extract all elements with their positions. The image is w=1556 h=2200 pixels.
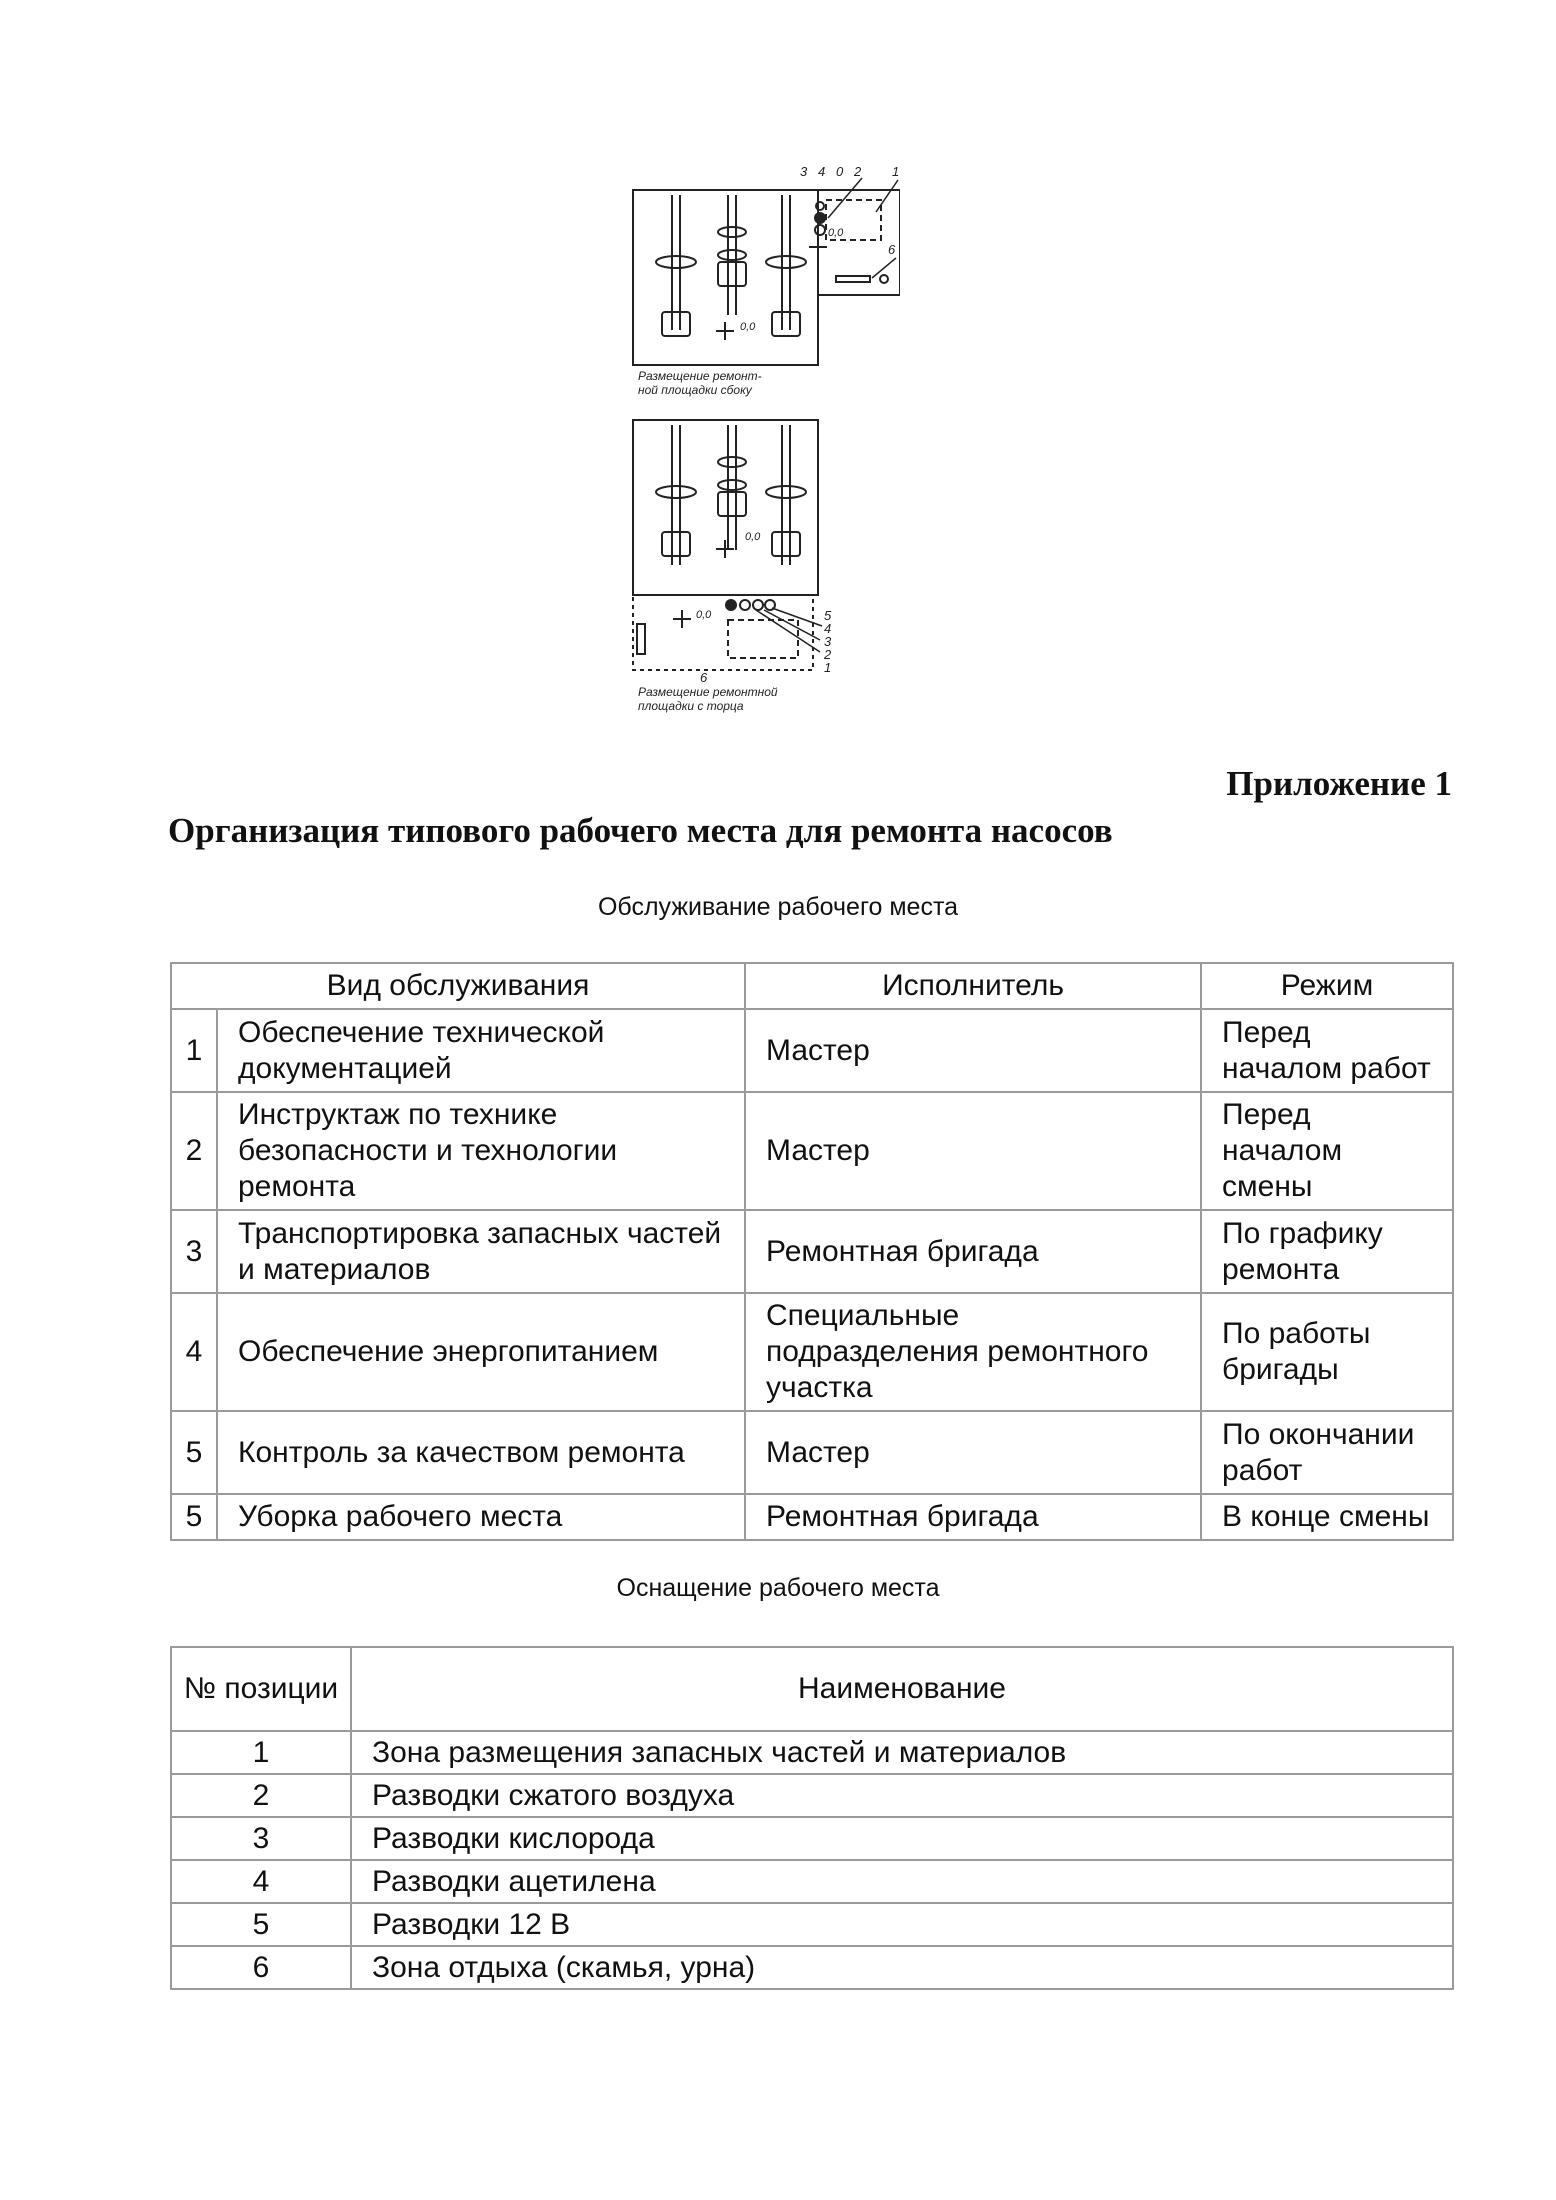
bottom-callout-6: 6 <box>700 670 708 685</box>
header-executor: Исполнитель <box>745 963 1201 1009</box>
mode-cell: По графику ремонта <box>1201 1210 1453 1293</box>
item-name: Зона отдыха (скамья, урна) <box>351 1946 1453 1989</box>
service-kind-cell: Уборка рабочего места <box>217 1494 745 1540</box>
row-number: 5 <box>171 1494 217 1540</box>
table-row <box>171 1731 1453 1774</box>
item-name: Зона размещения запасных частей и материалов <box>351 1731 1453 1774</box>
bottom-caption <box>638 685 781 713</box>
mode-cell: Перед началом работ <box>1201 1009 1453 1092</box>
top-dimension-right: 0,0 <box>828 227 844 239</box>
top-callout-6: 6 <box>888 242 896 257</box>
mode-cell: В конце смены <box>1201 1494 1453 1540</box>
row-number: 5 <box>171 1411 217 1494</box>
top-callout-1: 1 <box>892 164 900 179</box>
executor-cell: Ремонтная бригада <box>745 1494 1201 1540</box>
header-mode: Режим <box>1201 963 1453 1009</box>
table-row <box>171 1210 1453 1293</box>
service-kind-cell: Обеспечение технической документацией <box>217 1009 745 1092</box>
top-layout-drawing <box>633 178 900 365</box>
executor-cell: Мастер <box>745 1092 1201 1210</box>
table-row <box>171 1774 1453 1817</box>
caption-line: ной площадки сбоку <box>638 383 752 397</box>
position-number: 3 <box>171 1817 351 1860</box>
table-row <box>171 1860 1453 1903</box>
bottom-callout-2: 2 <box>824 647 832 662</box>
mode-cell: По окончании работ <box>1201 1411 1453 1494</box>
mode-cell: По работы бригады <box>1201 1293 1453 1411</box>
bottom-callout-5: 5 <box>824 608 832 623</box>
item-name: Разводки сжатого воздуха <box>351 1774 1453 1817</box>
service-table <box>170 962 1454 1541</box>
executor-cell: Мастер <box>745 1411 1201 1494</box>
appendix-label: Приложение 1 <box>1226 764 1452 803</box>
row-number: 3 <box>171 1210 217 1293</box>
row-number: 2 <box>171 1092 217 1210</box>
position-number: 6 <box>171 1946 351 1989</box>
top-callout-4: 4 <box>818 164 826 179</box>
position-number: 5 <box>171 1903 351 1946</box>
equipment-table <box>170 1646 1454 1990</box>
header-position-number: № позиции <box>171 1647 351 1731</box>
service-table-caption: Обслуживание рабочего места <box>597 893 959 921</box>
bottom-dimension-bottom: 0,0 <box>696 609 712 621</box>
service-kind-cell: Контроль за качеством ремонта <box>217 1411 745 1494</box>
position-number: 4 <box>171 1860 351 1903</box>
top-callout-3: 3 <box>800 164 808 179</box>
service-kind-cell: Инструктаж по технике безопасности и технологии ремонта <box>217 1092 745 1210</box>
table-row <box>171 1946 1453 1989</box>
top-dimension-bottom: 0,0 <box>740 321 756 333</box>
bottom-callout-4: 4 <box>824 621 832 636</box>
top-callout-5: 0 <box>836 164 844 179</box>
item-name: Разводки 12 В <box>351 1903 1453 1946</box>
workplace-layout-figure <box>600 140 900 730</box>
mode-cell: Перед началом смены <box>1201 1092 1453 1210</box>
table-row <box>171 1494 1453 1540</box>
item-name: Разводки кислорода <box>351 1817 1453 1860</box>
bottom-caption-text: Размещение ремонтной <box>638 685 778 699</box>
bottom-callout-3: 3 <box>824 634 832 649</box>
bottom-layout-annotations <box>638 531 832 713</box>
header-item-name: Наименование <box>351 1647 1453 1731</box>
table-row <box>171 1411 1453 1494</box>
equipment-table-header <box>171 1647 1453 1731</box>
table-row <box>171 1817 1453 1860</box>
executor-cell: Ремонтная бригада <box>745 1210 1201 1293</box>
table-row <box>171 1293 1453 1411</box>
row-number: 4 <box>171 1293 217 1411</box>
bottom-layout-drawing <box>633 420 822 670</box>
top-caption <box>638 369 765 397</box>
row-number: 1 <box>171 1009 217 1092</box>
table-row <box>171 1009 1453 1092</box>
service-kind-cell: Обеспечение энергопитанием <box>217 1293 745 1411</box>
bottom-callout-1: 1 <box>824 660 832 675</box>
top-callout-2: 2 <box>854 164 862 179</box>
executor-cell: Мастер <box>745 1009 1201 1092</box>
bottom-dimension-right: 0,0 <box>745 531 761 543</box>
executor-cell: Специальные подразделения ремонтного участка <box>745 1293 1201 1411</box>
top-layout-annotations <box>638 164 899 397</box>
caption-line: площадки с торца <box>638 699 744 713</box>
item-name: Разводки ацетилена <box>351 1860 1453 1903</box>
service-kind-cell: Транспортировка запасных частей и материалов <box>217 1210 745 1293</box>
position-number: 1 <box>171 1731 351 1774</box>
table-row <box>171 1092 1453 1210</box>
top-caption-text: Размещение ремонт- <box>638 369 762 383</box>
document-title: Организация типового рабочего места для ремонта насосов <box>168 811 1113 850</box>
service-table-header <box>171 963 1453 1009</box>
table-row <box>171 1903 1453 1946</box>
header-service-kind: Вид обслуживания <box>171 963 745 1009</box>
equipment-table-caption: Оснащение рабочего места <box>616 1574 940 1602</box>
position-number: 2 <box>171 1774 351 1817</box>
